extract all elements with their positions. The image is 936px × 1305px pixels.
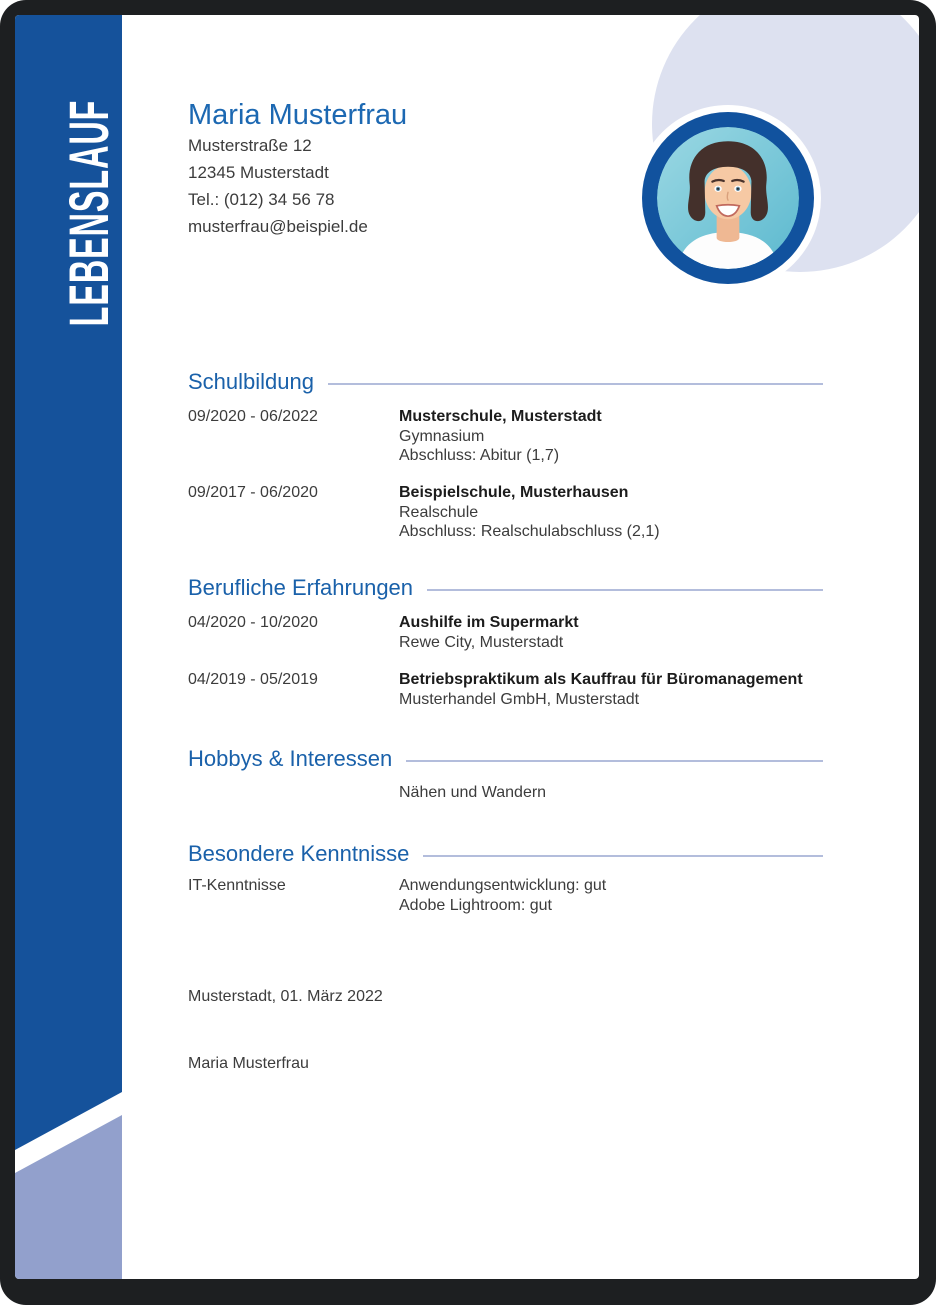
entry-line: Adobe Lightroom: gut [399, 896, 552, 914]
entry-description [399, 876, 823, 915]
entry-description [399, 670, 823, 709]
cv-entry [188, 783, 823, 803]
entry-title: Beispielschule, Musterhausen [399, 484, 629, 501]
cv-entry [188, 407, 823, 466]
entry-description [399, 783, 823, 803]
address-line-city: 12345 Musterstadt [188, 163, 329, 182]
entry-description [399, 407, 823, 466]
cv-entry [188, 670, 823, 709]
cv-entry [188, 613, 823, 652]
entry-line: Rewe City, Musterstadt [399, 633, 564, 651]
entry-date: 09/2017 - 06/2020 [188, 484, 318, 501]
section-title: Besondere Kenntnisse [188, 841, 410, 866]
section-heading-schulbildung [188, 369, 823, 395]
entry-description [399, 613, 823, 652]
entry-line: Realschule [399, 503, 479, 521]
entry-title: Betriebspraktikum als Kauffrau für Büromanagement [399, 671, 803, 688]
entry-date: 04/2019 - 05/2019 [188, 671, 318, 688]
name-heading: Maria Musterfrau [188, 99, 408, 131]
signature-name: Maria Musterfrau [188, 1055, 309, 1072]
section-rule [328, 383, 823, 385]
photo-blue-ring [642, 112, 814, 284]
sidebar-title: LEBENSLAUF [58, 99, 122, 327]
section-heading-berufliche-erfahrungen [188, 575, 823, 601]
entry-date: 04/2020 - 10/2020 [188, 614, 318, 631]
address-line-phone: Tel.: (012) 34 56 78 [188, 190, 335, 209]
entry-description [399, 483, 823, 542]
entry-line: Anwendungsentwicklung: gut [399, 877, 607, 894]
entry-title: Musterschule, Musterstadt [399, 408, 602, 425]
address-line-street: Musterstraße 12 [188, 136, 312, 155]
section-rule [427, 589, 823, 591]
section-title: Berufliche Erfahrungen [188, 575, 414, 600]
address-line-email: musterfrau@beispiel.de [188, 217, 368, 236]
section-rule [406, 760, 823, 762]
entry-line: Gymnasium [399, 427, 485, 445]
contact-block [188, 132, 368, 240]
entry-line: Musterhandel GmbH, Musterstadt [399, 690, 640, 708]
entry-date: IT-Kenntnisse [188, 877, 286, 894]
portrait-photo [657, 127, 799, 269]
entry-line: Abschluss: Realschulabschluss (2,1) [399, 523, 660, 540]
cv-entry [188, 483, 823, 542]
entry-date: 09/2020 - 06/2022 [188, 408, 318, 425]
section-rule [423, 855, 823, 857]
cv-page [15, 15, 919, 1279]
entry-line: Abschluss: Abitur (1,7) [399, 447, 560, 464]
section-heading-besondere-kenntnisse [188, 841, 823, 867]
place-date: Musterstadt, 01. März 2022 [188, 988, 383, 1005]
photo-white-ring [635, 105, 821, 291]
section-title: Schulbildung [188, 369, 314, 394]
section-title: Hobbys & Interessen [188, 746, 393, 771]
entry-date [188, 783, 399, 803]
entry-title: Aushilfe im Supermarkt [399, 614, 579, 631]
entry-line: Nähen und Wandern [399, 784, 547, 801]
cv-entry [188, 876, 823, 915]
section-heading-hobbys-interessen [188, 746, 823, 772]
